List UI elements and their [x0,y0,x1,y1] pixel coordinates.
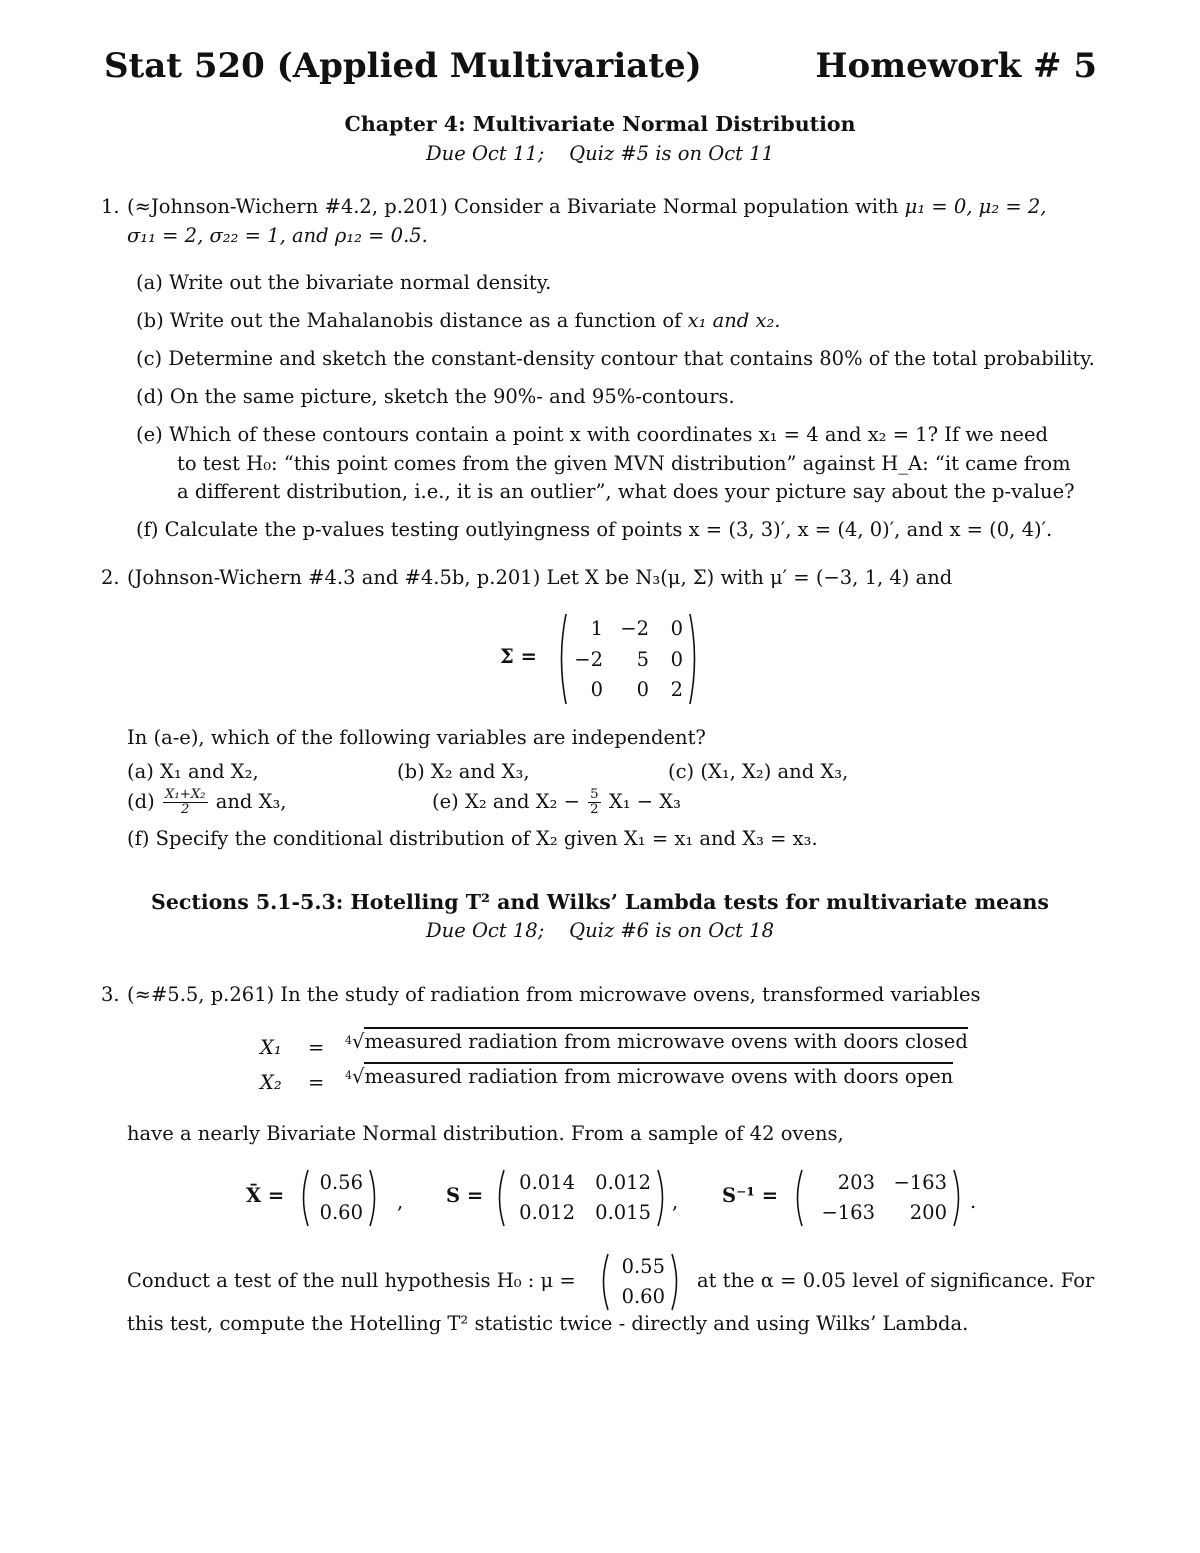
q3-x1-equals: = [308,1036,325,1059]
q1-number: 1. [101,195,120,218]
q2-part-d-text: and X₃, [215,789,287,813]
q1-intro-mu: μ₁ = 0, μ₂ = 2, [904,195,1047,218]
q2-part-e-denominator: 2 [590,801,599,817]
q2-part-e-numerator: 5 [590,787,599,802]
sinv-label: S⁻¹ = [722,1184,779,1207]
sinv-left-paren [792,1168,804,1228]
q2-intro: (Johnson-Wichern #4.3 and #4.5b, p.201) Let X be N₃(μ, Σ) with μ′ = (−3, 1, 4) and [127,566,953,589]
q1-part-f: (f) Calculate the p-values testing outlyingness of points x = (3, 3)′, x = (4, 0)′, and x = (0, 4)′. [136,518,1053,541]
q3-x1-root-index: 4 [345,1034,352,1047]
sigma-left-paren [556,612,568,706]
radical-icon: √ [352,1030,365,1053]
xbar-label: X̄ = [246,1184,285,1207]
homework-number: Homework # 5 [815,46,1097,86]
q3-x2-root-index: 4 [345,1069,352,1082]
q3-number: 3. [101,983,120,1006]
sigma-cell: 0 [636,678,649,702]
xbar-comma: , [397,1190,404,1213]
section1-due [0,142,1200,165]
sinv-cell: −163 [893,1171,947,1194]
sigma-cell: 5 [636,647,649,671]
sinv-right-paren [952,1168,964,1228]
q2-part-d-label: (d) [127,789,155,813]
q3-last-line: this test, compute the Hotelling T² statistic twice - directly and using Wilks’ Lambda. [127,1312,969,1335]
q1-part-e-line1: (e) Which of these contours contain a point x with coordinates x₁ = 4 and x₂ = 1? If we need [136,423,1048,446]
q3-test-post: at the α = 0.05 level of significance. For [697,1269,1095,1292]
q2-part-d-fraction [163,788,208,817]
mu0-left-paren [598,1252,610,1312]
xbar-cell: 0.56 [319,1171,363,1194]
q2-question: In (a-e), which of the following variables are independent? [127,726,706,749]
sinv-cell: 200 [909,1201,947,1224]
mu0-vector [598,1252,682,1312]
q3-x2-root [345,1065,953,1088]
q2-part-e [432,788,681,817]
q1-part-b-vars: x₁ and x₂. [687,309,781,332]
q3-x2-label: X₂ [260,1071,282,1094]
sigma-label: Σ = [500,645,537,668]
s-cell: 0.012 [519,1201,575,1224]
s-comma: , [672,1190,679,1213]
q2-part-b: (b) X₂ and X₃, [397,760,530,783]
q3-test-pre: Conduct a test of the null hypothesis H₀ : μ = [127,1269,576,1292]
sinv-entries [804,1168,952,1228]
section2-title: Sections 5.1-5.3: Hotelling T² and Wilks’ Lambda tests for multivariate means [151,890,1049,914]
q3-x2-definition: measured radiation from microwave ovens with doors open [364,1062,953,1088]
q1-part-e-line3: a different distribution, i.e., it is an outlier”, what does your picture say about the p-value? [177,480,1075,503]
sinv-cell: −163 [821,1201,875,1224]
q2-part-e-fraction [588,788,600,817]
sigma-cell: 2 [670,678,683,702]
section2-due-date: Due Oct 18; [426,919,545,942]
q1-intro-params: σ₁₁ = 2, σ₂₂ = 1, and ρ₁₂ = 0.5. [127,224,428,247]
mu0-entries [610,1252,670,1312]
s-entries [506,1168,656,1228]
q1-part-b-text: (b) Write out the Mahalanobis distance as a function of [136,309,682,332]
sigma-cell: 0 [590,678,603,702]
s-label: S = [446,1184,484,1207]
section1-due-date: Due Oct 11; [426,142,545,165]
sigma-cell: 0 [670,617,683,640]
sinv-period: . [970,1190,977,1213]
q3-x1-root [345,1030,968,1053]
q2-part-c: (c) (X₁, X₂) and X₃, [668,760,849,783]
q1-intro-text: (≈Johnson-Wichern #4.2, p.201) Consider a Bivariate Normal population with [127,195,899,218]
sigma-matrix [556,612,700,706]
s-left-paren [494,1168,506,1228]
q3-x2-equals: = [308,1071,325,1094]
mu0-right-paren [670,1252,682,1312]
course-title: Stat 520 (Applied Multivariate) [104,46,702,86]
section1-title: Chapter 4: Multivariate Normal Distribution [344,112,856,136]
sigma-cell: −2 [620,617,649,640]
q1-part-e-line2: to test H₀: “this point comes from the given MVN distribution” against H_A: “it came from [177,452,1071,475]
q2-part-e-tail: X₁ − X₃ [608,789,681,813]
xbar-entries [310,1168,368,1228]
sigma-cell: −2 [574,647,603,671]
q3-intro: (≈#5.5, p.261) In the study of radiation from microwave ovens, transformed variables [127,983,981,1006]
sigma-cell: 1 [590,617,603,640]
q2-part-e-text: (e) X₂ and X₂ − [432,789,580,813]
q3-sample-text: have a nearly Bivariate Normal distribution. From a sample of 42 ovens, [127,1122,844,1145]
sinv-matrix [792,1168,964,1228]
q1-intro [127,195,1047,218]
q2-part-d-denominator: 2 [180,801,190,817]
xbar-vector [298,1168,380,1228]
q2-part-d [127,788,286,817]
xbar-right-paren [368,1168,380,1228]
xbar-left-paren [298,1168,310,1228]
q1-part-c: (c) Determine and sketch the constant-density contour that contains 80% of the total probability. [136,347,1095,370]
s-matrix [494,1168,668,1228]
s-right-paren [656,1168,668,1228]
mu0-cell: 0.60 [621,1285,665,1308]
q1-part-a: (a) Write out the bivariate normal density. [136,271,552,294]
q2-part-f: (f) Specify the conditional distribution of X₂ given X₁ = x₁ and X₃ = x₃. [127,827,818,850]
s-cell: 0.014 [519,1171,575,1194]
sigma-cell: 0 [670,647,683,671]
q3-x1-definition: measured radiation from microwave ovens with doors closed [364,1027,967,1053]
q1-part-d: (d) On the same picture, sketch the 90%- and 95%-contours. [136,385,735,408]
section2-quiz: Quiz #6 is on Oct 18 [569,919,774,942]
xbar-cell: 0.60 [319,1201,363,1224]
q2-part-a: (a) X₁ and X₂, [127,760,259,783]
mu0-cell: 0.55 [621,1255,665,1278]
q2-number: 2. [101,566,120,589]
sigma-right-paren [688,612,700,706]
section2-due [0,919,1200,942]
sinv-cell: 203 [837,1171,875,1194]
q1-part-b [136,309,780,332]
s-cell: 0.015 [595,1201,651,1224]
sigma-entries [568,612,688,706]
s-cell: 0.012 [595,1171,651,1194]
q2-part-d-numerator: X₁+X₂ [164,787,206,802]
q3-x1-label: X₁ [260,1036,282,1059]
section1-quiz: Quiz #5 is on Oct 11 [569,142,774,165]
radical-icon: √ [352,1065,365,1088]
